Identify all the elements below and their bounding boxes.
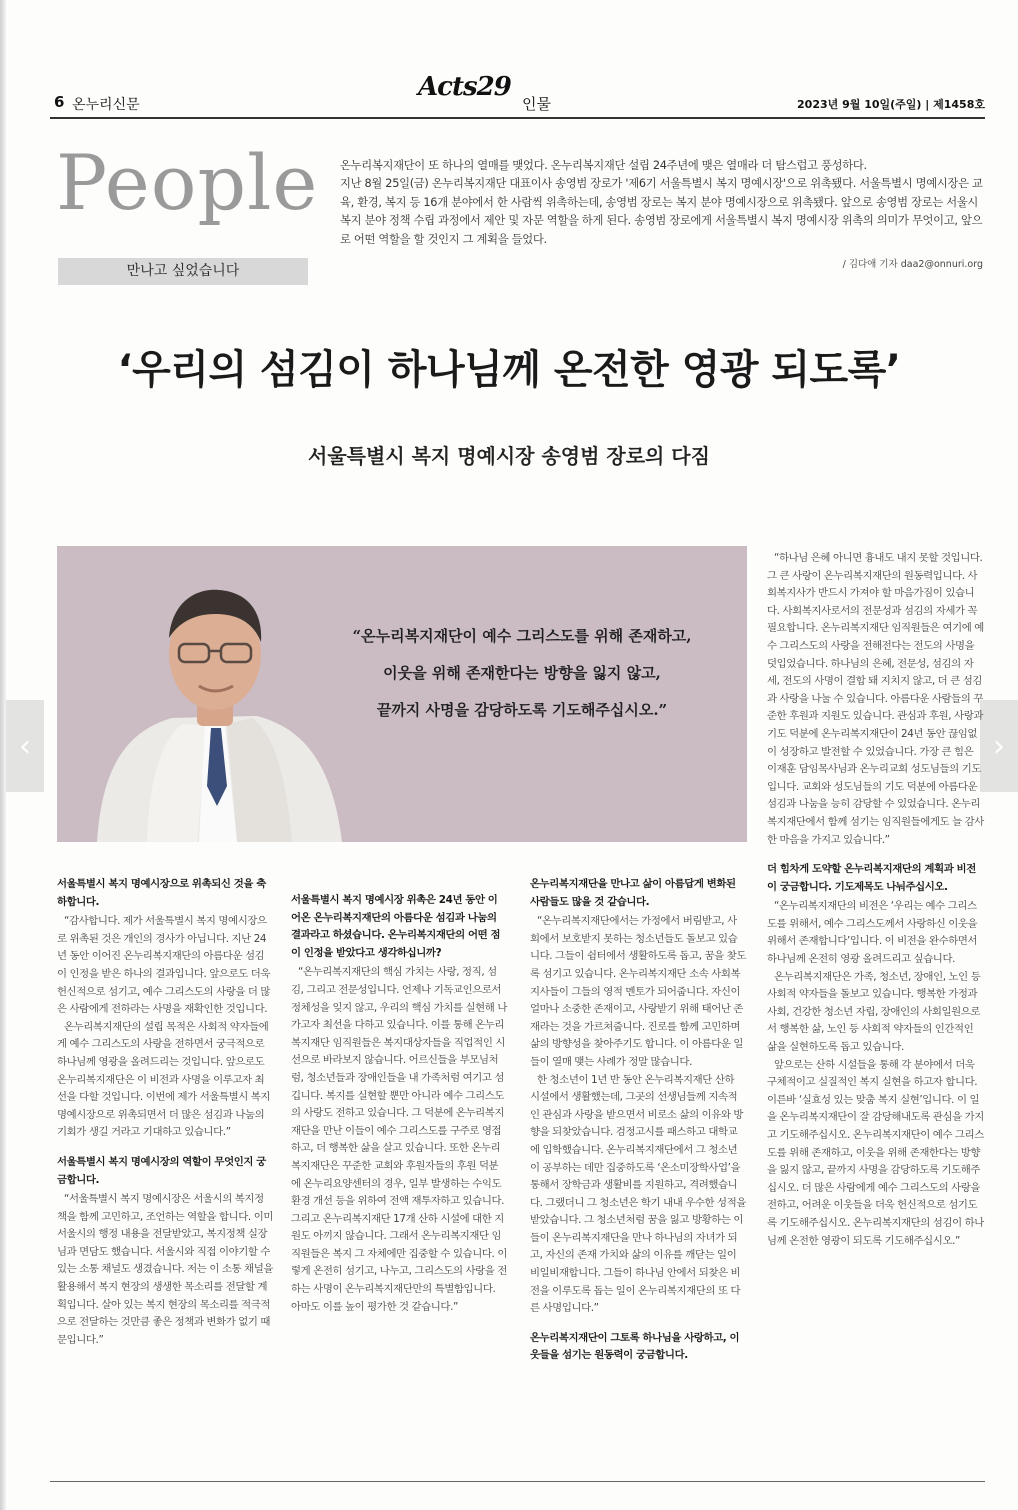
paper-name: 온누리신문 [72, 97, 140, 113]
headline: ‘우리의 섬김이 하나님께 온전한 영광 되도록’ [117, 347, 901, 393]
interview-answer: 한 청소년이 1년 반 동안 온누리복지재단 산하 시설에서 생활했는데, 그곳의 선생님들께 지속적인 관심과 사랑을 받으면서 비로소 삶의 이유와 방향을 되찾았습니다. 검정고시를 패스하고 대학교에 입학했습니다. 온누리복지재단에서 그 청소년이 공부하는 데만 집중하도록 ‘온소미장학사업’을 통해서 장학금과 생활비를 지원하고, 격려했습니다. 그랬더니 그 청소년은 학기 내내 우수한 성적을 받았습니다. 그 청소년처럼 꿈을 잃고 방황하는 이들이 온누리복지재단을 만나 하나님의 자녀가 되고, 자신의 존재 가치와 삶의 이유를 깨닫는 일이 비일비재합니다. 그들이 하나님 안에서 되찾은 비전을 이루도록 돕는 일이 온누리복지재단의 또 다른 사명입니다.” [530, 1073, 746, 1315]
article-column-4 [767, 550, 985, 1250]
article-column-2 [291, 892, 507, 1316]
paragraph-gap [530, 1318, 746, 1330]
feature-photo [57, 546, 747, 842]
footer-rule [50, 1481, 985, 1482]
paragraph-gap [767, 849, 985, 861]
prev-page-button[interactable]: ‹ [6, 700, 44, 792]
subheadline: 서울특별시 복지 명예시장 송영범 장로의 다짐 [308, 444, 710, 468]
pull-quote-line: 끝까지 사명을 감당하도록 기도해주십시오.” [376, 701, 668, 719]
pull-quote-line: “온누리복지재단이 예수 그리스도를 위해 존재하고, [352, 627, 692, 645]
section-name: 인물 [522, 95, 551, 113]
interview-answer: 앞으로는 산하 시설들을 통해 각 분야에서 더욱 구체적이고 실질적인 복지 실현을 하고자 합니다. 이른바 ‘실효성 있는 맞춤 복지 실현’입니다. 이 일을 온누리복지재단이 잘 감당해내도록 관심을 가지고 기도해주십시오. 온누리복지재단이 예수 그리스도를 위해 존재하고, 이웃을 위해 존재한다는 방향을 잃지 않고, 끝까지 사명을 감당하도록 기도해주십시오. 더 많은 사람에게 예수 그리스도의 사랑을 전하고, 어려운 이웃들을 더욱 헌신적으로 섬기도록 기도해주십시오. 온누리복지재단의 섬김이 하나님께 온전한 영광이 되도록 기도해주십시오.” [767, 1058, 984, 1247]
byline: / 김다애 기자 daa2@onnuri.org [842, 259, 983, 270]
pull-quote [302, 618, 742, 729]
next-page-button[interactable]: › [980, 700, 1018, 792]
interview-question: 온누리복지재단이 그토록 하나님을 사랑하고, 이웃들을 섬기는 원동력이 궁금합니다. [530, 1331, 740, 1362]
issue-date: 2023년 9월 10일(주일) | 제1458호 [797, 98, 985, 111]
intro-line: 지난 8월 25일(금) 온누리복지재단 대표이사 송영범 장로가 '제6기 서울특별시 복지 명예시장'으로 위촉됐다. 서울특별시 명예시장은 교육, 환경, 복지 등 16개 분야에서 한 사람씩 위촉하는데, 송영범 장로는 복지 분야 명예시장으로 위촉됐다. 앞으로 송영범 장로는 서울시 복지 분야 정책 수립 과정에서 제안 및 자문 역할을 하게 된다. 송영범 장로에게 서울특별시 복지 명예시장 위촉의 의미가 무엇이고, 앞으로 어떤 역할을 할 것인지 그 계획을 들었다. [340, 177, 983, 246]
header-rule [50, 117, 985, 119]
interview-answer: “온누리복지재단에서는 가정에서 버림받고, 사회에서 보호받지 못하는 청소년들도 돌보고 있습니다. 그들이 쉼터에서 생활하도록 돕고, 꿈을 찾도록 섬기고 있습니다. 온누리복지재단 소속 사회복지사들이 그들의 영적 멘토가 되어줍니다. 자신이 얼마나 소중한 존재이고, 사랑받기 위해 태어난 존재라는 것을 가르쳐줍니다. 진로를 함께 고민하며 삶의 방향성을 찾아주기도 합니다. 이 아름다운 일들이 열매 맺는 사례가 정말 많습니다. [530, 915, 746, 1068]
interview-question: 더 힘차게 도약할 온누리복지재단의 계획과 비전이 궁금합니다. 기도제목도 나눠주십시오. [767, 863, 976, 893]
article-column-3 [530, 876, 746, 1367]
paragraph-gap [57, 1142, 273, 1154]
interview-question: 서울특별시 복지 명예시장으로 위촉되신 것을 축하합니다. [57, 878, 266, 908]
interview-answer: “감사합니다. 제가 서울특별시 복지 명예시장으로 위촉된 것은 개인의 경사가 아닙니다. 지난 24년 동안 이어진 온누리복지재단의 아름다운 섬김이 인정을 받은 하나의 결과입니다. 앞으로도 더욱 헌신적으로 섬기고, 예수 그리스도의 사랑을 더 많은 사람에게 전하라는 사명을 재확인한 것입니다. [57, 915, 271, 1016]
interview-answer: “하나님 은혜 아니면 흉내도 내지 못할 것입니다. 그 큰 사랑이 온누리복지재단의 원동력입니다. 사회복지사가 반드시 가져야 할 마음가짐이 있습니다. 사회복지사로서의 전문성과 섬김의 자세가 꼭 필요합니다. 온누리복지재단 임직원들은 여기에 예수 그리스도의 사랑을 전해전다는 전도의 사명을 덧입었습니다. 하나님의 은혜, 전문성, 섬김의 자세, 전도의 사명이 결합 돼 지치지 않고, 더 큰 섬김과 사랑을 나눌 수 있습니다. 아름다운 사람들의 꾸준한 후원과 지원도 있습니다. 관심과 후원, 사랑과 기도 덕분에 온누리복지재단이 24년 동안 끊임없이 성장하고 발전할 수 있었습니다. 가장 큰 힘은 이재훈 담임목사님과 온누리교회 성도님들의 기도입니다. 교회와 성도님들의 기도 덕분에 아름다운 섬김과 나눔을 능히 감당할 수 있었습니다. 온누리복지재단에서 함께 섬기는 임직원들에게도 늘 감사한 마음을 가지고 있습니다.” [767, 552, 984, 846]
people-banner-subtitle: 만나고 싶었습니다 [58, 258, 308, 285]
interview-answer: “온누리복지재단의 비전은 ‘우리는 예수 그리스도를 위해서, 예수 그리스도께서 사랑하신 이웃을 위해서 존재합니다’입니다. 이 비전을 완수하면서 하나님께 온전히 영광 올려드리고 싶습니다. [767, 900, 978, 966]
interview-answer: 온누리복지재단의 설립 목적은 사회적 약자들에게 예수 그리스도의 사랑을 전하면서 궁극적으로 하나님께 영광을 올려드리는 것입니다. 앞으로도 온누리복지재단은 이 비전과 사명을 이루고자 최선을 다할 것입니다. 이번에 제가 서울특별시 복지 명예시장으로 위촉되면서 더 많은 섬김과 나눔의 기회가 생길 거라고 기대하고 있습니다.” [57, 1020, 271, 1139]
page-header [50, 72, 985, 114]
article-column-1 [57, 876, 273, 1349]
page-number: 6 [54, 93, 65, 111]
people-banner-title: People [56, 138, 319, 227]
interview-question: 서울특별시 복지 명예시장의 역할이 무엇인지 궁금합니다. [57, 1155, 266, 1186]
interview-answer: 온누리복지재단은 가족, 청소년, 장애인, 노인 등 사회적 약자들을 돌보고 있습니다. 행복한 가정과 사회, 건강한 청소년 자립, 장애인의 사회일원으로서 행복한 삶, 노인 등 사회적 약자들의 인간적인 삶을 실현하도록 돕고 있습니다. [767, 970, 981, 1054]
acts29-logo: Acts29 [418, 72, 511, 102]
interview-question: 서울특별시 복지 명예시장 위촉은 24년 동안 이어온 온누리복지재단의 아름다운 섬김과 나눔의 결과라고 하셨습니다. 온누리복지재단의 어떤 점이 인정을 받았다고 생각하십니까? [291, 894, 501, 959]
intro-text [340, 157, 988, 249]
interview-answer: “온누리복지재단의 핵심 가치는 사랑, 정직, 섬김, 그리고 전문성입니다. 언제나 기독교인으로서 정체성을 잊지 않고, 우리의 핵심 가치를 실현해 나가고자 최선을 다하고 있습니다. 이를 통해 온누리복지재단 임직원들은 복지대상자들을 직업적인 시선으로 바라보지 않습니다. 어르신들을 부모님처럼, 청소년들과 장애인들을 내 가족처럼 여기고 섬깁니다. 복지를 실현할 뿐만 아니라 예수 그리스도의 사랑도 전하고 있습니다. 그 덕분에 온누리복지재단을 만난 이들이 예수 그리스도를 구주로 영접하고, 더 행복한 삶을 살고 있습니다. 또한 온누리복지재단은 꾸준한 교회와 후원자들의 후원 덕분에 온누리요양센터의 경우, 일부 발생하는 수익도 환경 개선 등을 위하여 전액 재투자하고 있습니다. 그리고 온누리복지재단 17개 산하 시설에 대한 지원도 아끼지 않습니다. 그래서 온누리복지재단 임직원들은 복지 그 자체에만 집중할 수 있습니다. 이렇게 온전히 섬기고, 나누고, 그리스도의 사랑을 전하는 사명이 온누리복지재단만의 특별함입니다. 아마도 이를 높이 평가한 것 같습니다.” [291, 966, 507, 1313]
intro-line: 온누리복지재단이 또 하나의 열매를 맺었다. 온누리복지재단 설립 24주년에 맺은 열매라 더 탐스럽고 풍성하다. [340, 159, 867, 172]
interview-answer: “서울특별시 복지 명예시장은 서울시의 복지정책을 함께 고민하고, 조언하는 역할을 합니다. 이미 서울시의 행정 내용을 전달받았고, 복지정책 실장님과 면담도 했습니다. 서울시와 직접 이야기할 수 있는 소통 채널도 생겼습니다. 저는 이 소통 채널을 활용해서 복지 현장의 생생한 목소리를 전달할 계획입니다. 살아 있는 복지 현장의 목소리를 적극적으로 전달하는 것만큼 좋은 정책과 변화가 없기 때문입니다.” [57, 1193, 273, 1346]
pull-quote-line: 이웃을 위해 존재한다는 방향을 잃지 않고, [383, 664, 661, 682]
interview-question: 온누리복지재단을 만나고 삶이 아름답게 변화된 사람들도 많을 것 같습니다. [530, 878, 736, 908]
